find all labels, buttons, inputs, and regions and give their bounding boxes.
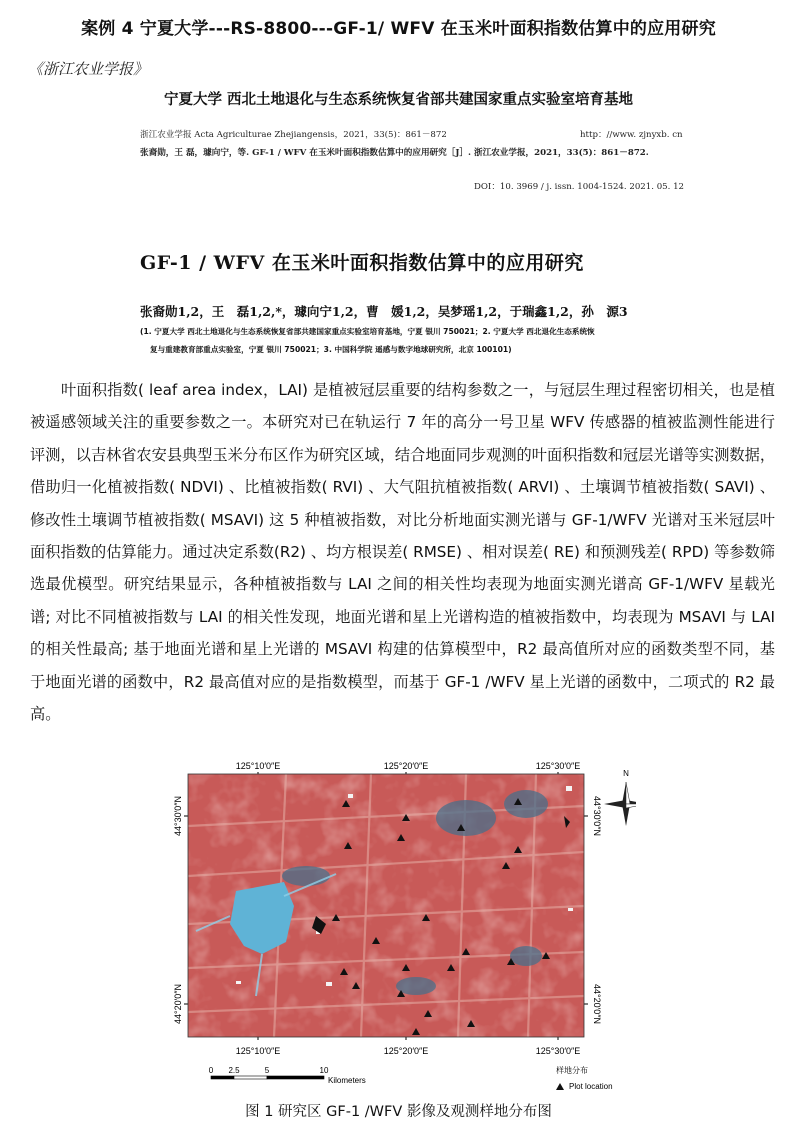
scale-unit-label: Kilometers: [328, 1076, 366, 1085]
citation-reference-line: 张裔勋，王 磊，璩向宁，等. GF-1 / WFV 在玉米叶面积指数估算中的应用研究［J］. 浙江农业学报，2021，33(5)：861－872.: [140, 148, 649, 158]
study-area-figure: [166, 756, 636, 1098]
north-arrow: [604, 782, 636, 826]
paper-authors: 张裔勋1,2，王 磊1,2,*，璩向宁1,2，曹 媛1,2，吴梦瑶1,2，于瑞鑫1,2，孙 源3: [140, 304, 628, 319]
scale-tick-label: 2.5: [228, 1066, 240, 1075]
journal-tag: 《浙江农业学报》: [28, 60, 149, 78]
affiliation-title: 宁夏大学 西北土地退化与生态系统恢复省部共建国家重点实验室培育基地: [163, 92, 634, 108]
figure-caption: 图 1 研究区 GF-1 /WFV 影像及观测样地分布图: [245, 1104, 552, 1120]
paper-affiliation-line-2: 复与重建教育部重点实验室，宁夏 银川 750021；3. 中国科学院 遥感与数字地球研究所，北京 100101): [150, 345, 512, 354]
paper-title: GF-1 / WFV 在玉米叶面积指数估算中的应用研究: [140, 252, 584, 274]
study-area-map: [166, 756, 636, 1094]
case-title: 案例 4 宁夏大学---RS-8800---GF-1/ WFV 在玉米叶面积指数估算中的应用研究: [81, 19, 716, 39]
paper-affiliation-line-1: (1. 宁夏大学 西北土地退化与生态系统恢复省部共建国家重点实验室培育基地，宁夏 银川 750021；2. 宁夏大学 西北退化生态系统恢: [140, 327, 595, 336]
north-label: N: [623, 769, 629, 778]
scale-tick-label: 5: [264, 1066, 270, 1075]
scale-tick-label: 10: [319, 1066, 329, 1075]
top-tick-label: 125°30′0″E: [535, 761, 581, 771]
scale-bar: [211, 1076, 324, 1079]
bottom-tick-label: 125°10′0″E: [235, 1046, 281, 1056]
left-tick-label: 44°20′0″N: [173, 984, 183, 1024]
citation-url: http：//www. zjnyxb. cn: [580, 130, 683, 140]
scale-tick-label: 0: [208, 1066, 214, 1075]
top-tick-label: 125°20′0″E: [383, 761, 429, 771]
legend-item-label: Plot location: [569, 1082, 613, 1091]
right-tick-label: 44°20′0″N: [592, 984, 602, 1024]
legend-marker-icon: [556, 1083, 564, 1090]
legend-title: 样地分布: [556, 1066, 588, 1075]
citation-doi: DOI：10. 3969 / j. issn. 1004-1524. 2021. 05. 12: [474, 182, 685, 192]
citation-journal-line: 浙江农业学报 Acta Agriculturae Zhejiangensis，2021，33(5)：861－872: [140, 130, 447, 140]
satellite-image: [188, 774, 584, 1037]
left-tick-label: 44°30′0″N: [173, 796, 183, 836]
bottom-tick-label: 125°20′0″E: [383, 1046, 429, 1056]
abstract-paragraph: 叶面积指数( leaf area index，LAI) 是植被冠层重要的结构参数之一，与冠层生理过程密切相关，也是植被遥感领域关注的重要参数之一。本研究对已在轨运行 7 年的高分一号卫星 WFV 传感器的植被监测性能进行评测，以吉林省农安县典型玉米分布区作为研究区域，结合地面同步观测的叶面积指数和冠层光谱等实测数据，借助归一化植被指数( NDVI) 、比植被指数( RVI) 、大气阻抗植被指数( ARVI) 、土壤调节植被指数( SAVI) 、修改性土壤调节植被指数( MSAVI) 这 5 种植被指数，对比分析地面实测光谱与 GF-1/WFV 光谱对玉米冠层叶面积指数的估算能力。通过决定系数(R2) 、均方根误差( RMSE) 、相对误差( RE) 和预测残差( RPD) 等参数筛选最优模型。研究结果显示，各种植被指数与 LAI 之间的相关性均表现为地面实测光谱高 GF-1/WFV 星载光谱; 对比不同植被指数与 LAI 的相关性发现，地面光谱和星上光谱构造的植被指数中，均表现为 MSAVI 与 LAI 的相关性最高; 基于地面光谱和星上光谱的 MSAVI 构建的估算模型中，R2 最高值所对应的函数类型不同，基于地面光谱的函数中，R2 最高值对应的是指数模型，而基于 GF-1 /WFV 星上光谱的函数中，二项式的 R2 最高。: [30, 381, 775, 724]
right-tick-label: 44°30′0″N: [592, 796, 602, 836]
top-tick-label: 125°10′0″E: [235, 761, 281, 771]
bottom-tick-label: 125°30′0″E: [535, 1046, 581, 1056]
